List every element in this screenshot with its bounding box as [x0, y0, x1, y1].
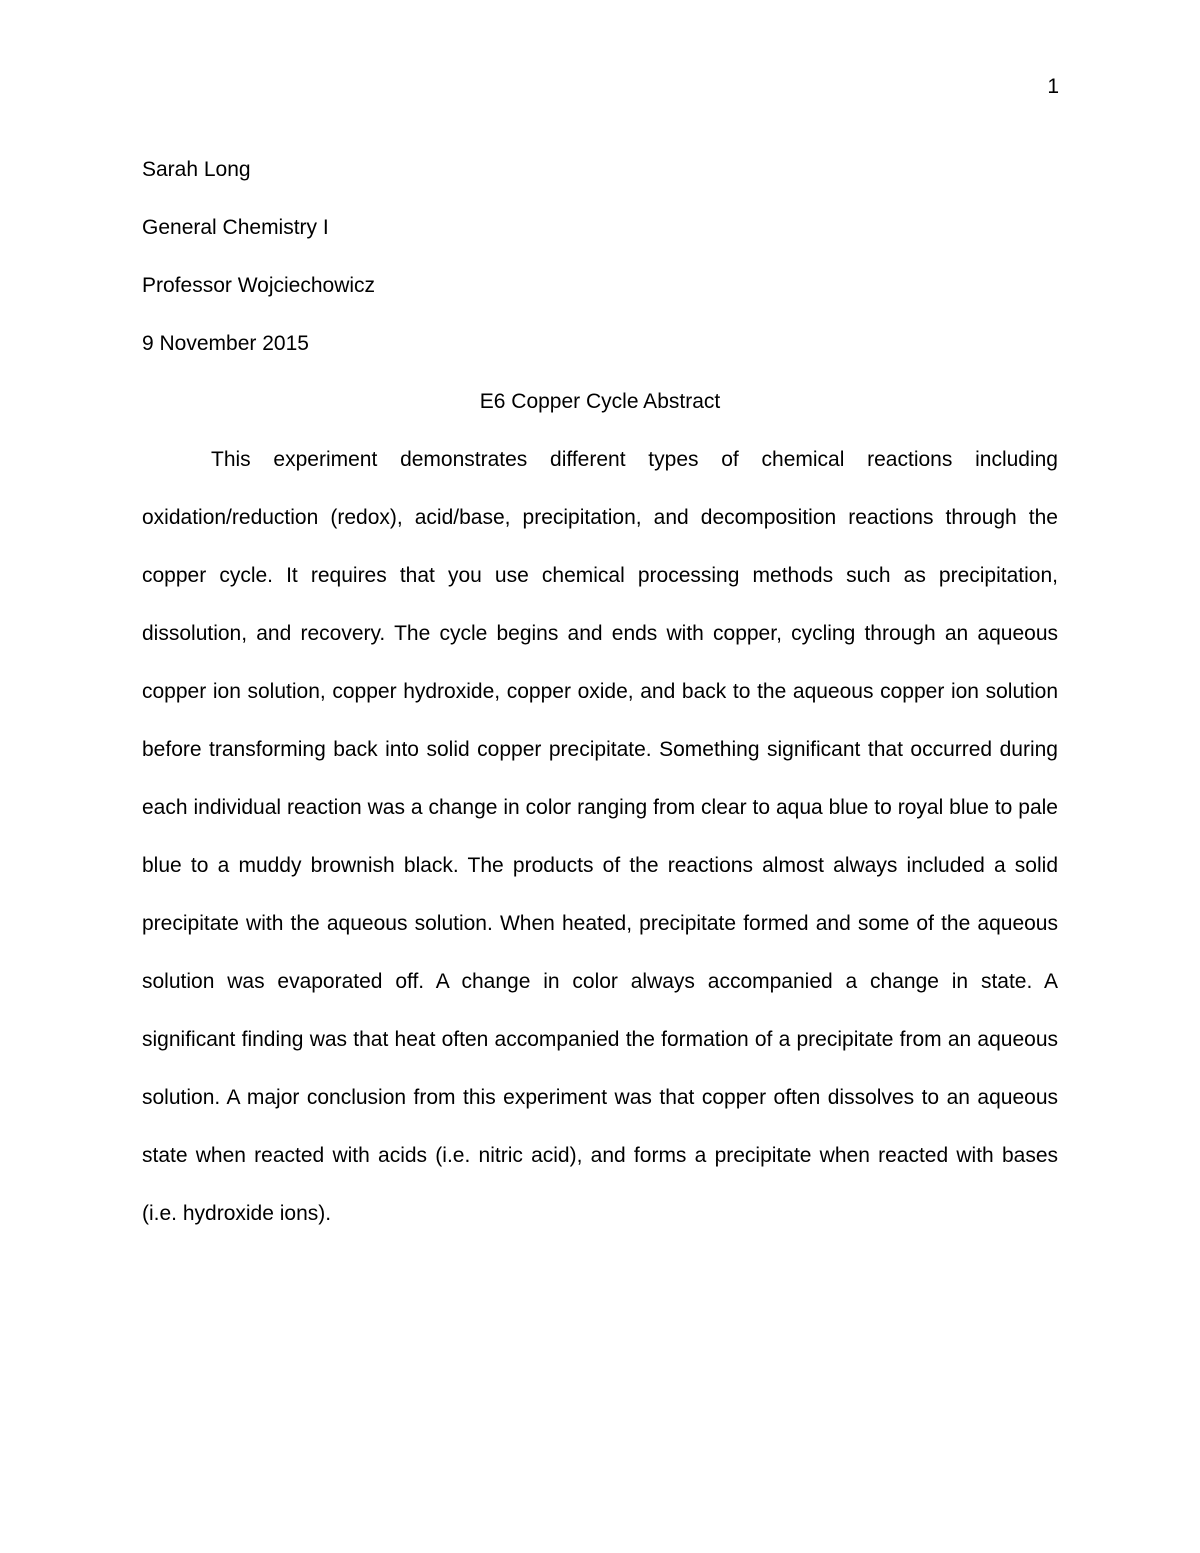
document-title: E6 Copper Cycle Abstract	[479, 390, 721, 413]
page-number: 1	[1047, 75, 1059, 98]
abstract-paragraph: This experiment demonstrates different types of chemical reactions including oxidation/reduction (redox), acid/base, precipitation, and decomposition reactions through the copper cycle. It requires that you use chemical processing methods such as precipitation, dissolution, and recovery. The cycle begins and ends with copper, cycling through an aqueous copper ion solution, copper hydroxide, copper oxide, and back to the aqueous copper ion solution before transforming back into solid copper precipitate. Something significant that occurred during each individual reaction was a change in color ranging from clear to aqua blue to royal blue to pale blue to a muddy brownish black. The products of the reactions almost always included a solid precipitate with the aqueous solution. When heated, precipitate formed and some of the aqueous solution was evaporated off. A change in color always accompanied a change in state. A significant finding was that heat often accompanied the formation of a precipitate from an aqueous solution. A major conclusion from this experiment was that copper often dissolves to an aqueous state when reacted with acids (i.e. nitric acid), and forms a precipitate when reacted with bases (i.e. hydroxide ions).	[142, 448, 1058, 1225]
document-content	[142, 141, 1058, 1243]
author-name: Sarah Long	[142, 158, 251, 181]
document-date: 9 November 2015	[142, 332, 309, 355]
instructor-name: Professor Wojciechowicz	[142, 274, 376, 297]
course-name: General Chemistry I	[142, 216, 329, 239]
